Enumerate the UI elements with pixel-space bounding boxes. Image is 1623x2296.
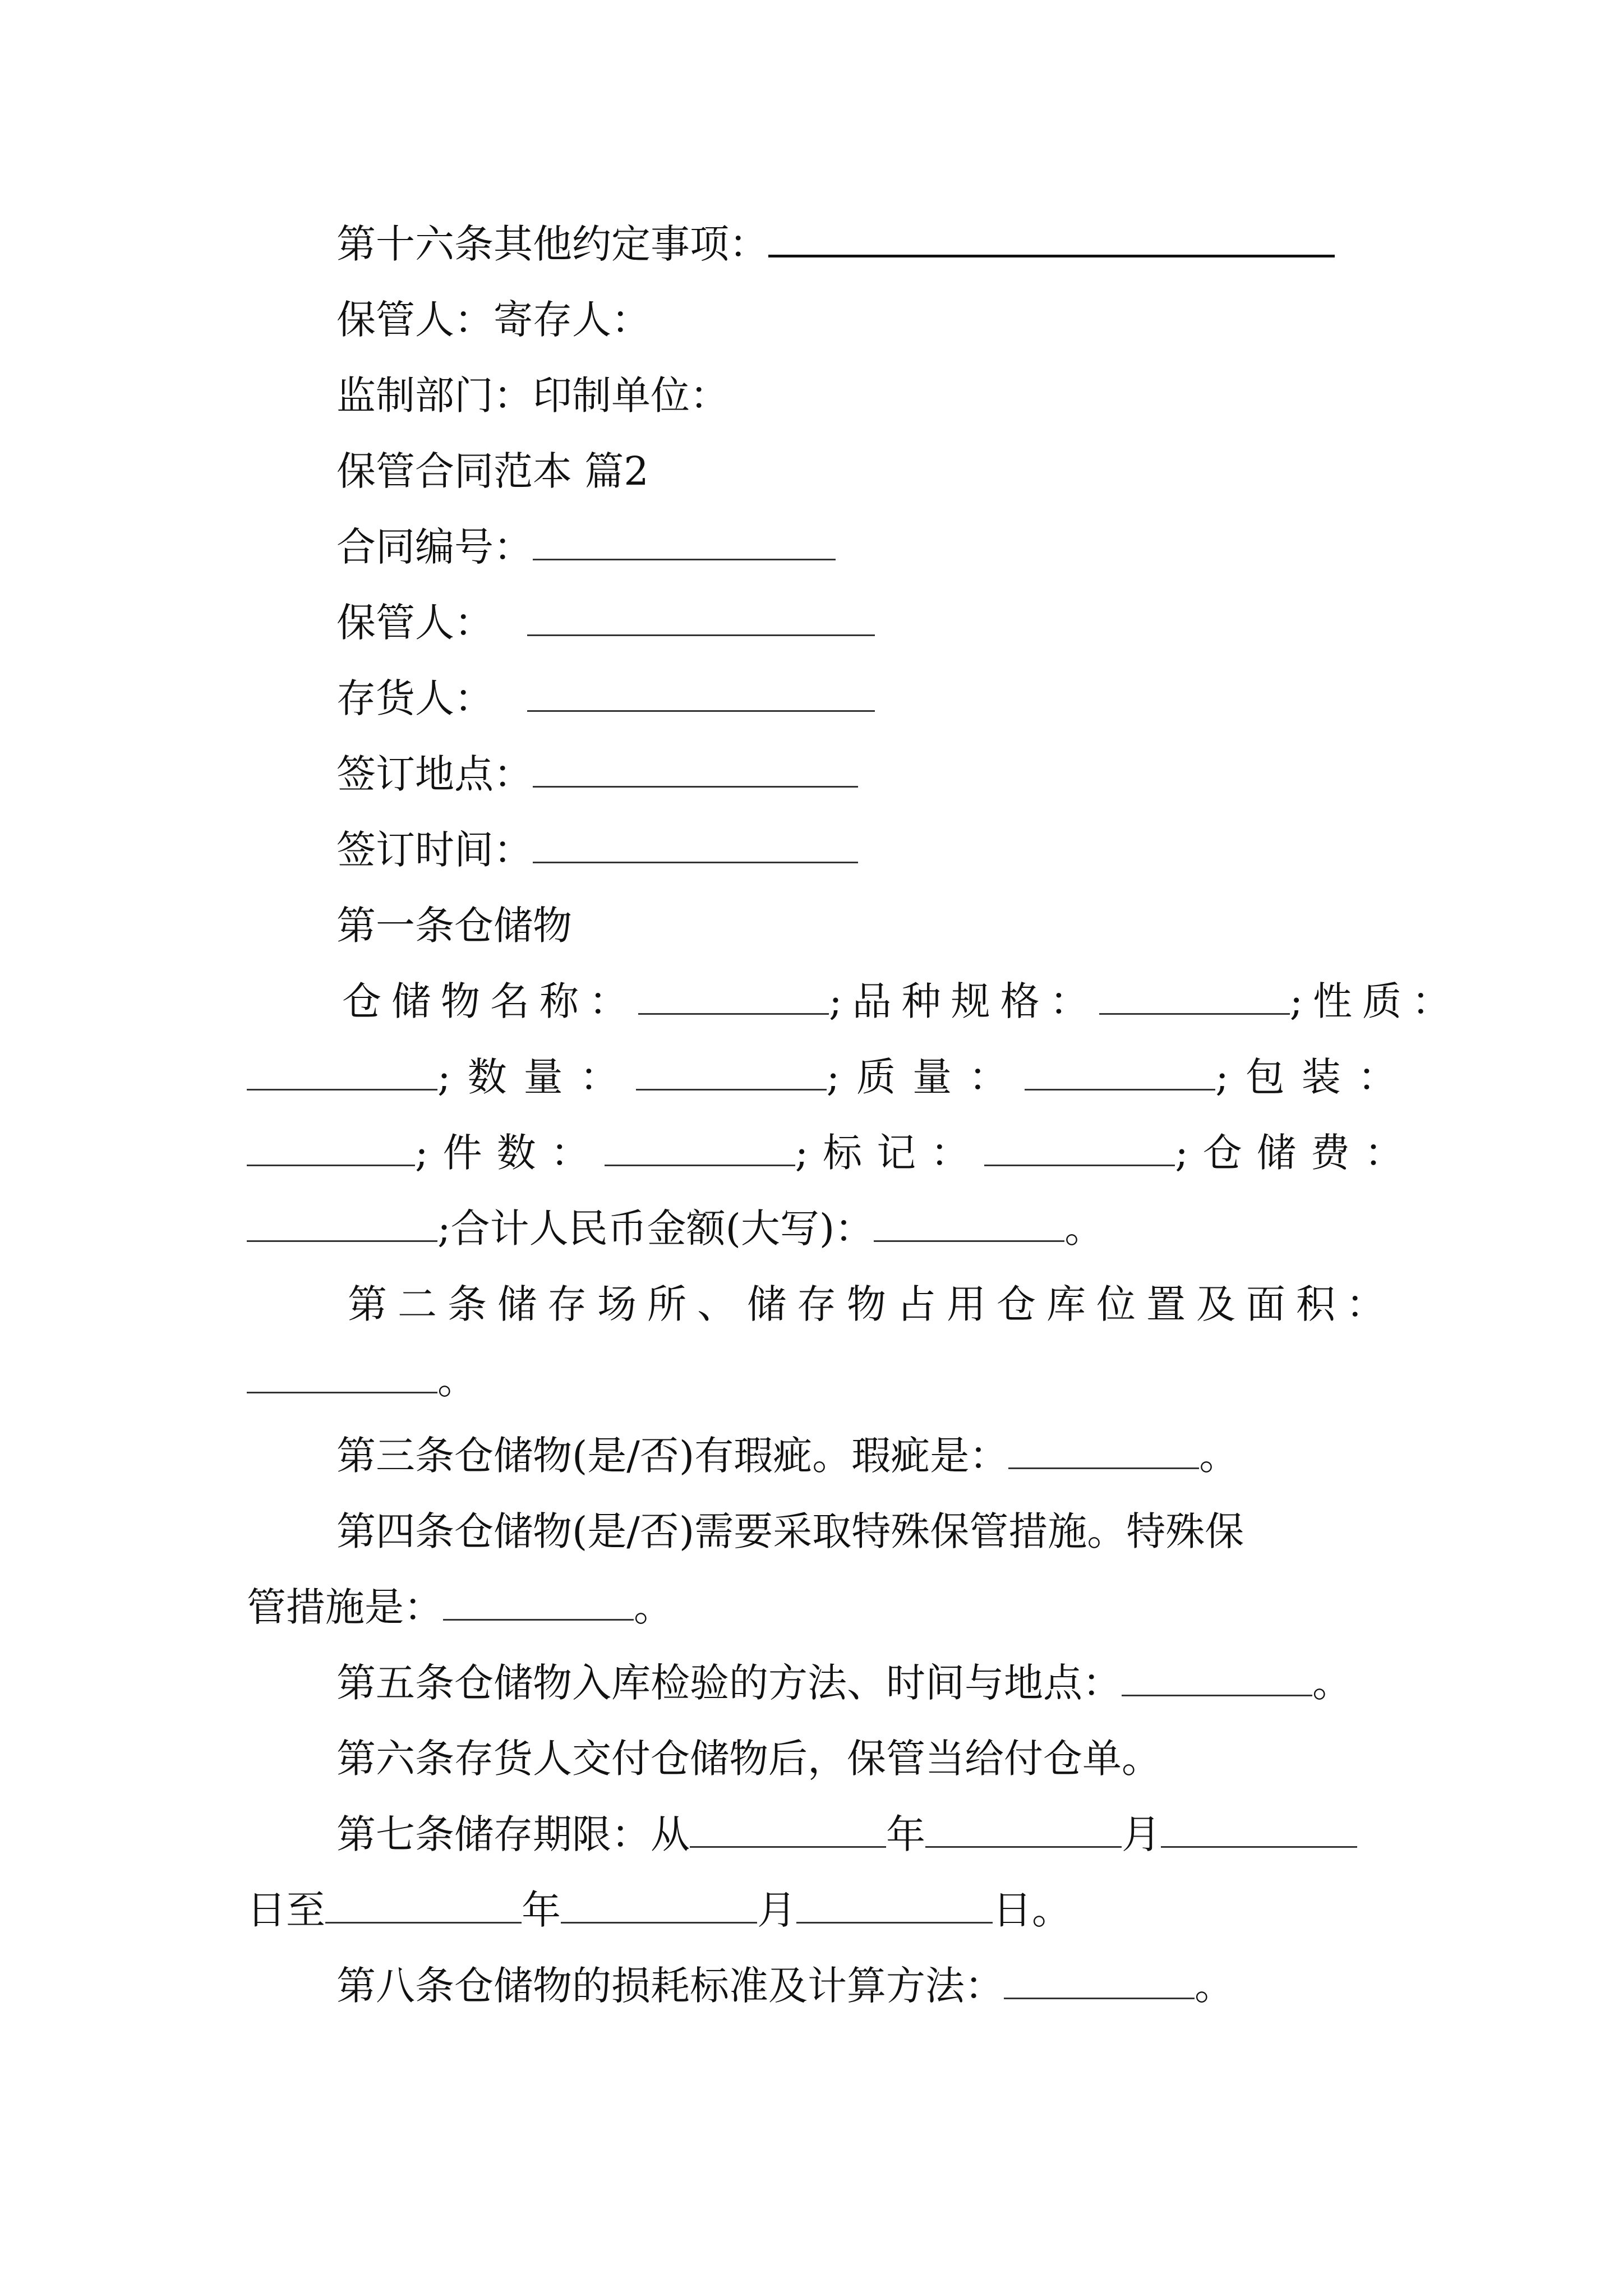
- custodian-depositor-label: 保管人：寄存人：: [336, 297, 651, 343]
- article-3-text: 第三条仓储物(是/否)有瑕疵。瑕疵是：: [336, 1433, 1009, 1479]
- clause-16-blank[interactable]: [768, 221, 1335, 257]
- total-amount-label: ;合计人民币金额(大写)：: [437, 1205, 874, 1251]
- piece-count-blank[interactable]: [605, 1131, 795, 1166]
- quantity-label: ;数量：: [437, 1054, 636, 1100]
- period-mark: 。: [1064, 1205, 1104, 1251]
- article-3: [336, 1428, 1238, 1484]
- contract-number-row: [336, 519, 836, 575]
- total-amount-blank[interactable]: [874, 1207, 1064, 1242]
- article-1-line-1: [342, 973, 1461, 1029]
- signing-time-blank[interactable]: [533, 828, 858, 863]
- article-1-line-4: [247, 1200, 1104, 1257]
- period-mark: 。: [1199, 1433, 1239, 1479]
- quality-blank[interactable]: [1025, 1055, 1215, 1091]
- end-day-blank[interactable]: [796, 1888, 993, 1924]
- article-1-line-3: [247, 1125, 1418, 1181]
- goods-name-label: 仓储物名称：: [342, 978, 638, 1024]
- article-6: [336, 1731, 1161, 1787]
- end-year-blank[interactable]: [325, 1888, 522, 1924]
- start-day-blank[interactable]: [1161, 1812, 1357, 1848]
- piece-count-label: ;件数：: [415, 1130, 605, 1176]
- depositor-row: [336, 670, 875, 726]
- part-2-title: 保管合同范本 篇2: [336, 448, 649, 494]
- custodian-row: [336, 595, 875, 651]
- quality-label: ;质量：: [826, 1054, 1025, 1100]
- year-label: 年: [522, 1887, 561, 1933]
- special-measures-label: 管措施是：: [247, 1584, 443, 1630]
- storage-fee-blank[interactable]: [247, 1207, 437, 1242]
- storage-period-label: 第七条储存期限：从: [336, 1811, 690, 1857]
- year-label: 年: [886, 1811, 925, 1857]
- article-6-text: 第六条存货人交付仓储物后，保管当给付仓单。: [336, 1736, 1161, 1782]
- nature-label: ;性质：: [1289, 978, 1461, 1024]
- period-mark: 。: [437, 1357, 477, 1403]
- packaging-label: ;包装：: [1215, 1054, 1414, 1100]
- variety-spec-label: ;品种规格：: [829, 978, 1099, 1024]
- article-5: [336, 1655, 1352, 1711]
- depositor-label: 存货人：: [336, 675, 494, 721]
- article-2-continuation: [247, 1352, 477, 1408]
- signing-time-row: [336, 822, 858, 878]
- article-8: [336, 1958, 1234, 2014]
- article-2-text: 第二条储存场所、储存物占用仓库位置及面积：: [348, 1281, 1396, 1327]
- special-measures-blank[interactable]: [443, 1585, 634, 1621]
- supervising-printing-label: 监制部门：印制单位：: [336, 372, 729, 418]
- goods-name-blank[interactable]: [638, 979, 829, 1015]
- article-5-text: 第五条仓储物入库检验的方法、时间与地点：: [336, 1660, 1122, 1706]
- article-4-continuation: [247, 1579, 673, 1635]
- signing-place-row: [336, 746, 858, 802]
- depositor-blank[interactable]: [527, 677, 875, 712]
- period-mark: 。: [1195, 1963, 1234, 2009]
- marking-blank[interactable]: [984, 1131, 1175, 1166]
- period-mark: 。: [634, 1584, 673, 1630]
- month-label: 月: [1122, 1811, 1161, 1857]
- signing-place-blank[interactable]: [533, 752, 858, 788]
- custodian-blank[interactable]: [527, 601, 875, 636]
- period-mark: 。: [1312, 1660, 1352, 1706]
- start-year-blank[interactable]: [690, 1812, 886, 1848]
- storage-fee-label: ;仓储费：: [1175, 1130, 1418, 1176]
- nature-blank[interactable]: [247, 1055, 437, 1091]
- contract-number-blank[interactable]: [533, 525, 836, 560]
- article-2: [348, 1276, 1396, 1332]
- day-to-label: 日至: [247, 1887, 325, 1933]
- article-8-text: 第八条仓储物的损耗标准及计算方法：: [336, 1963, 1004, 2009]
- clause-16-other-matters: [336, 216, 1335, 272]
- start-month-blank[interactable]: [925, 1812, 1122, 1848]
- end-month-blank[interactable]: [561, 1888, 757, 1924]
- quantity-blank[interactable]: [636, 1055, 827, 1091]
- marking-label: ;标记：: [795, 1130, 985, 1176]
- signing-place-label: 签订地点：: [336, 751, 533, 797]
- article-1-title: 第一条仓储物: [336, 903, 572, 949]
- defect-blank[interactable]: [1008, 1434, 1199, 1469]
- day-label: 日。: [993, 1887, 1071, 1933]
- article-4-text: 第四条仓储物(是/否)需要采取特殊保管措施。特殊保: [336, 1508, 1244, 1554]
- variety-spec-blank[interactable]: [1099, 979, 1290, 1015]
- supervising-printing-unit: [336, 367, 729, 424]
- loss-standard-blank[interactable]: [1004, 1964, 1195, 1999]
- month-label: 月: [757, 1887, 796, 1933]
- section-heading-part-2: [336, 443, 649, 499]
- storage-location-blank[interactable]: [247, 1358, 437, 1393]
- signing-time-label: 签订时间：: [336, 827, 533, 873]
- article-4: [336, 1503, 1244, 1559]
- packaging-blank[interactable]: [247, 1131, 415, 1166]
- clause-16-label: 第十六条其他约定事项：: [336, 221, 768, 267]
- contract-number-label: 合同编号：: [336, 524, 533, 570]
- inspection-blank[interactable]: [1122, 1661, 1312, 1696]
- custodian-label: 保管人：: [336, 600, 494, 646]
- article-1-heading: [336, 898, 572, 954]
- custodian-depositor-signature: [336, 292, 651, 348]
- article-1-line-2: [247, 1049, 1414, 1105]
- article-7-continuation: [247, 1882, 1071, 1938]
- article-7: [336, 1806, 1357, 1862]
